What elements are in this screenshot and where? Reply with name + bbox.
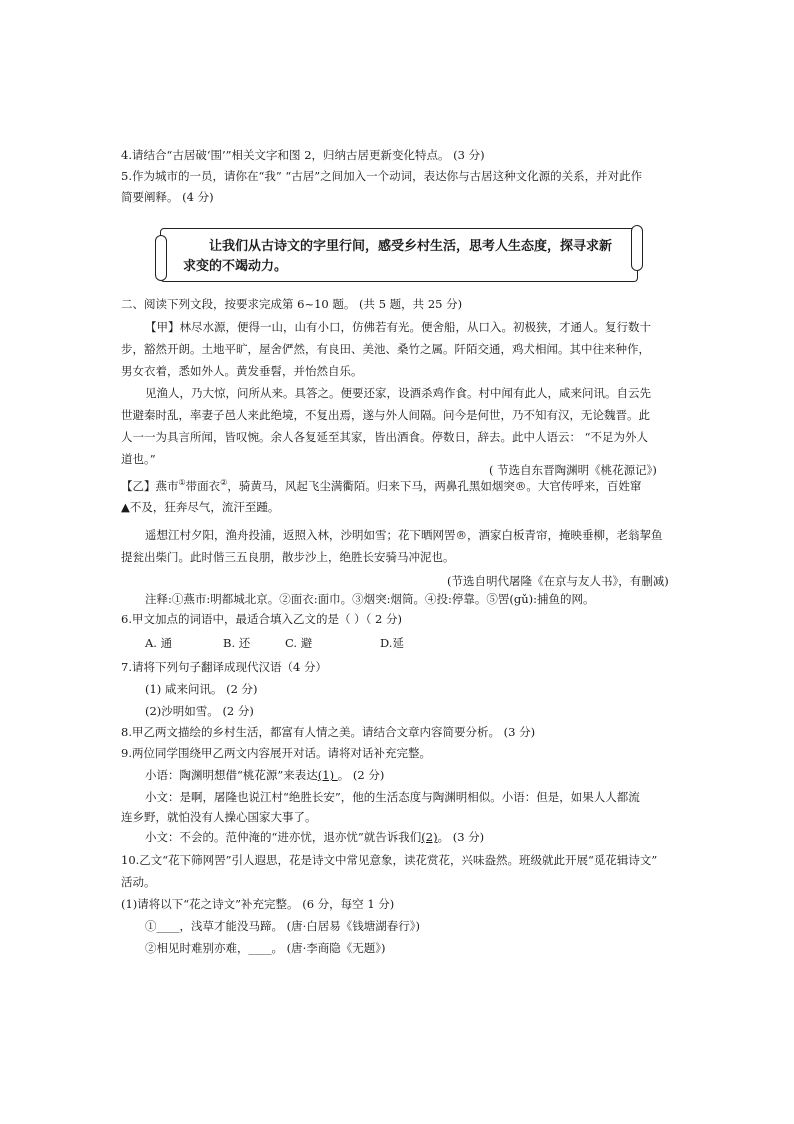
- scroll-right-curl: [631, 225, 643, 271]
- q10-item-2: ②相见时难别亦难，____。 (唐·李商隐《无题》): [145, 941, 386, 955]
- passage-jia-line: 人一一为具言所闻，皆叹惋。余人各复延至其家，皆出酒食。停数日，辞去。此中人语云： “不足为外人: [121, 430, 649, 444]
- passage-yi-line: 提瓮出柴门。此时偕三五良朋，散步沙上，绝胜长安骑马冲泥也。: [121, 550, 455, 564]
- passage-yi-source: (节选自明代屠隆《在京与友人书》，有删减): [447, 574, 669, 588]
- passage-jia-line: 步，豁然开朗。土地平旷，屋舍俨然，有良田、美池、桑竹之属。阡陌交通，鸡犬相闻。其中往来种作，: [121, 342, 650, 356]
- passage-yi-line: 遥想江村夕阳，渔舟投浦，返照入林，沙明如雪；花下晒网罟®，酒家白板青帘，掩映垂柳，老翁挈鱼: [145, 528, 663, 542]
- passage-yi-line: ▲不及，狂奔尽气，流汗至踵。: [121, 500, 280, 514]
- question-8-stem: 8.甲乙两文描绘的乡村生活，都富有人情之美。请结合文章内容简要分析。 (3 分): [121, 725, 536, 739]
- passage-jia-line: 道也。”: [121, 452, 156, 466]
- question-4: 4.请结合“古居破‘围’”相关文字和图 2，归纳古居更新变化特点。 (3 分): [121, 148, 485, 162]
- q9-xiaowen-line-1: 小文：是啊，屠隆也说江村“绝胜长安”，他的生活态度与陶渊明相似。小语：但是，如果人人都流: [145, 790, 640, 804]
- question-6-stem: 6.甲文加点的词语中，最适合填入乙文的是（ ）（ 2 分): [121, 612, 402, 626]
- footnote-mark: ①: [178, 478, 186, 487]
- q9-xiaoyu-line: 小语：陶渊明想借“桃花源”来表达(1) 。 (2 分): [145, 768, 385, 782]
- answer-blank-1: (1): [317, 768, 338, 782]
- q9-xiaowen-line-2: 连乡野，就怕没有人操心国家大事了。: [121, 810, 317, 824]
- q7-sentence-1: (1) 咸来问讯。 (2 分): [145, 682, 258, 696]
- passage-yi-notes: 注释:①燕市:明都城北京。②面衣:面巾。③烟突:烟筒。④投:停靠。⑤罟(gǔ):捕鱼的网。: [145, 592, 595, 606]
- question-5-line-2: 简要阐释。 (4 分): [121, 190, 214, 204]
- passage-jia-line: 见渔人，乃大惊，问所从来。具答之。便要还家，设酒杀鸡作食。村中闻有此人，咸来问讯。自云先: [145, 386, 651, 400]
- question-7-stem: 7.请将下列句子翻译成现代汉语（4 分）: [121, 660, 327, 674]
- passage-jia-source: ( 节选自东晋陶渊明《桃花源记》): [489, 463, 657, 477]
- passage-jia-line: 【甲】林尽水源，便得一山，山有小口，仿佛若有光。便舍船，从口入。初极狭，才通人。复行数十: [145, 320, 651, 334]
- q6-option-b: B. 还: [223, 636, 251, 650]
- answer-blank-2: (2): [421, 830, 438, 844]
- q6-option-d: D.延: [380, 636, 404, 650]
- q6-option-c: C. 避: [285, 636, 313, 650]
- q9-xiaowen-line-3: 小文：不会的。范仲淹的“进亦忧，退亦忧”就告诉我们(2)。 (3 分): [145, 830, 485, 844]
- passage-jia-line: 世避秦时乱，率妻子邑人来此绝境，不复出焉，遂与外人间隔。问今是何世，乃不知有汉，无论魏晋。此: [121, 408, 650, 422]
- question-10-line-2: 活动。: [121, 875, 156, 889]
- footnote-mark: ②: [220, 478, 228, 487]
- banner-text: 让我们从古诗文的字里行间，感受乡村生活，思考人生态度，探寻求新求变的不竭动力。: [183, 239, 613, 274]
- question-10-line-1: 10.乙文“花下筛网罟”引人遐思，花是诗文中常见意象，读花赏花，兴味盎然。班级就此开展“觅花辑诗文”: [121, 853, 658, 867]
- scroll-left-curl: [155, 235, 167, 281]
- passage-jia-line: 男女衣着，悉如外人。黄发垂髫，并怡然自乐。: [121, 364, 363, 378]
- scroll-banner: [160, 228, 638, 282]
- q7-sentence-2: (2)沙明如雪。 (2 分): [145, 704, 254, 718]
- q6-option-a: A. 通: [145, 636, 173, 650]
- q10-subquestion-1: (1)请将以下“花之诗文”补充完整。 (6 分，每空 1 分): [121, 897, 395, 911]
- question-9-stem: 9.两位同学围绕甲乙两文内容展开对话。请将对话补充完整。: [121, 746, 431, 760]
- passage-yi-line-1: 【乙】燕市①带面衣②，骑黄马，风起飞尘满衢陌。归来下马，两鼻孔黑如烟突®。大官传呼来，百姓窜: [121, 478, 642, 493]
- question-5-line-1: 5.作为城市的一员，请你在“我” “古居”之间加入一个动词，表达你与古居这种文化源的关系，并对此作: [121, 169, 643, 183]
- q10-item-1: ①____，浅草才能没马蹄。 (唐·白居易《钱塘湖春行》): [145, 919, 421, 933]
- section-2-heading: 二、阅读下列文段，按要求完成第 6~10 题。 (共 5 题，共 25 分): [121, 297, 463, 311]
